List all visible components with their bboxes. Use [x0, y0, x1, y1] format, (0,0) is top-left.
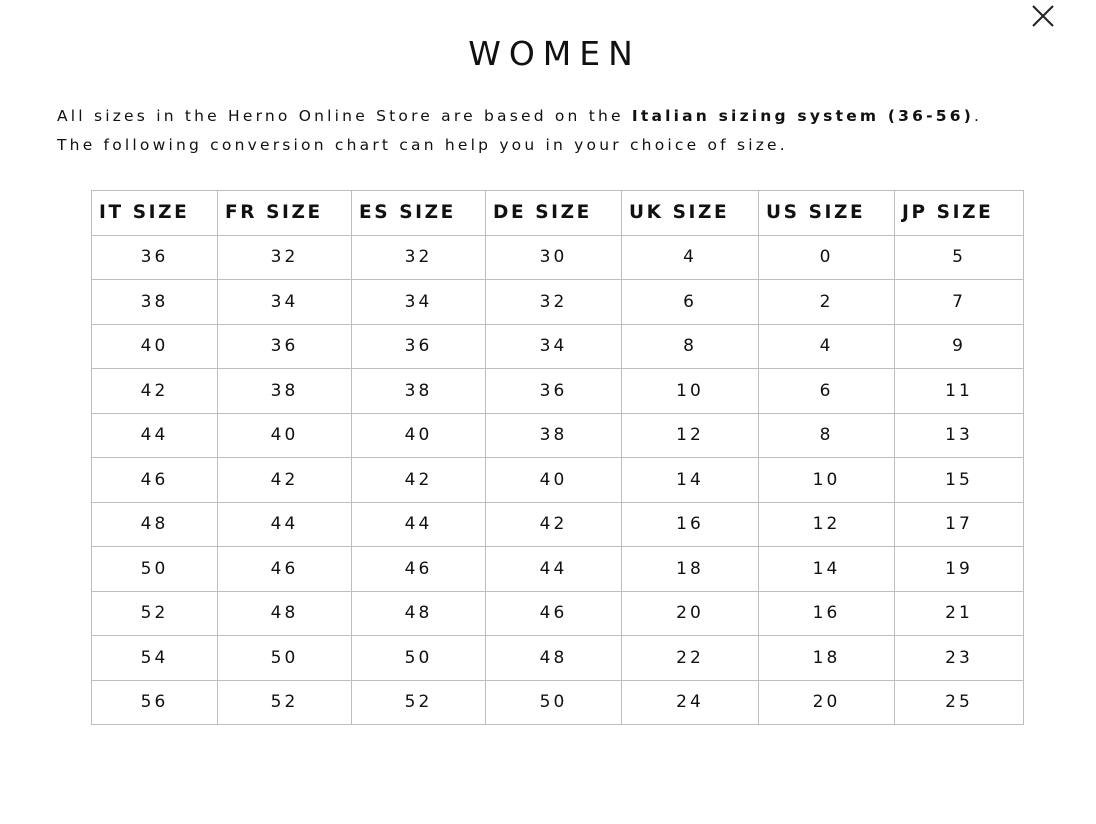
table-cell: 8: [759, 413, 895, 458]
column-header: US SIZE: [759, 191, 895, 236]
table-cell: 32: [486, 280, 622, 325]
table-cell: 44: [218, 502, 352, 547]
table-cell: 42: [352, 458, 486, 503]
table-cell: 46: [352, 547, 486, 592]
table-cell: 42: [92, 369, 218, 414]
table-cell: 48: [92, 502, 218, 547]
table-row: [92, 680, 1024, 725]
table-cell: 21: [895, 591, 1024, 636]
table-cell: 44: [486, 547, 622, 592]
close-icon: [1031, 4, 1055, 28]
table-cell: 46: [92, 458, 218, 503]
column-header: ES SIZE: [352, 191, 486, 236]
table-cell: 38: [92, 280, 218, 325]
table-cell: 18: [759, 636, 895, 681]
intro-text-after: .: [974, 107, 983, 125]
column-header: DE SIZE: [486, 191, 622, 236]
table-cell: 20: [759, 680, 895, 725]
table-cell: 13: [895, 413, 1024, 458]
table-cell: 46: [218, 547, 352, 592]
table-cell: 38: [218, 369, 352, 414]
table-cell: 50: [352, 636, 486, 681]
table-cell: 12: [622, 413, 759, 458]
table-row: [92, 458, 1024, 503]
table-cell: 48: [218, 591, 352, 636]
table-row: [92, 636, 1024, 681]
table-cell: 9: [895, 324, 1024, 369]
size-conversion-table: [91, 190, 1024, 725]
table-row: [92, 235, 1024, 280]
table-cell: 50: [218, 636, 352, 681]
table-cell: 40: [352, 413, 486, 458]
table-cell: 36: [92, 235, 218, 280]
close-button[interactable]: [1030, 3, 1056, 29]
table-cell: 19: [895, 547, 1024, 592]
table-cell: 30: [486, 235, 622, 280]
table-cell: 10: [622, 369, 759, 414]
table-cell: 10: [759, 458, 895, 503]
table-cell: 16: [622, 502, 759, 547]
table-cell: 6: [759, 369, 895, 414]
table-cell: 48: [352, 591, 486, 636]
table-row: [92, 502, 1024, 547]
intro-text-before: All sizes in the Herno Online Store are based on the: [57, 107, 632, 125]
table-header-row: [92, 191, 1024, 236]
table-cell: 52: [218, 680, 352, 725]
table-cell: 5: [895, 235, 1024, 280]
intro-line-1: [57, 102, 1077, 131]
table-cell: 8: [622, 324, 759, 369]
table-cell: 38: [352, 369, 486, 414]
table-cell: 48: [486, 636, 622, 681]
table-cell: 14: [759, 547, 895, 592]
table-cell: 46: [486, 591, 622, 636]
table-cell: 42: [218, 458, 352, 503]
table-cell: 34: [352, 280, 486, 325]
table-cell: 24: [622, 680, 759, 725]
table-cell: 17: [895, 502, 1024, 547]
table-row: [92, 280, 1024, 325]
table-body: [92, 235, 1024, 725]
table-cell: 56: [92, 680, 218, 725]
table-cell: 0: [759, 235, 895, 280]
table-cell: 52: [352, 680, 486, 725]
table-cell: 44: [352, 502, 486, 547]
table-cell: 22: [622, 636, 759, 681]
table-cell: 50: [486, 680, 622, 725]
table-cell: 4: [759, 324, 895, 369]
table-cell: 25: [895, 680, 1024, 725]
table-cell: 40: [92, 324, 218, 369]
column-header: UK SIZE: [622, 191, 759, 236]
table-cell: 32: [218, 235, 352, 280]
table-cell: 4: [622, 235, 759, 280]
table-cell: 34: [486, 324, 622, 369]
table-row: [92, 413, 1024, 458]
table-cell: 16: [759, 591, 895, 636]
table-cell: 11: [895, 369, 1024, 414]
table-cell: 34: [218, 280, 352, 325]
table-cell: 18: [622, 547, 759, 592]
column-header: FR SIZE: [218, 191, 352, 236]
column-header: JP SIZE: [895, 191, 1024, 236]
column-header: IT SIZE: [92, 191, 218, 236]
table-cell: 36: [352, 324, 486, 369]
table-row: [92, 324, 1024, 369]
table-cell: 23: [895, 636, 1024, 681]
table-cell: 36: [218, 324, 352, 369]
table-cell: 32: [352, 235, 486, 280]
table-cell: 50: [92, 547, 218, 592]
table-cell: 40: [486, 458, 622, 503]
table-cell: 44: [92, 413, 218, 458]
table-cell: 54: [92, 636, 218, 681]
table-row: [92, 591, 1024, 636]
table-cell: 20: [622, 591, 759, 636]
intro-line-2: The following conversion chart can help you in your choice of size.: [57, 136, 788, 154]
table-cell: 7: [895, 280, 1024, 325]
table-cell: 40: [218, 413, 352, 458]
intro-sizing-system: Italian sizing system (36-56): [631, 107, 974, 125]
table-row: [92, 369, 1024, 414]
intro-text: [57, 102, 1077, 160]
table-row: [92, 547, 1024, 592]
table-cell: 12: [759, 502, 895, 547]
table-cell: 36: [486, 369, 622, 414]
table-cell: 42: [486, 502, 622, 547]
table-cell: 52: [92, 591, 218, 636]
table-cell: 14: [622, 458, 759, 503]
dialog-title: WOMEN: [468, 34, 641, 73]
table-cell: 15: [895, 458, 1024, 503]
table-cell: 2: [759, 280, 895, 325]
table-cell: 38: [486, 413, 622, 458]
table-cell: 6: [622, 280, 759, 325]
